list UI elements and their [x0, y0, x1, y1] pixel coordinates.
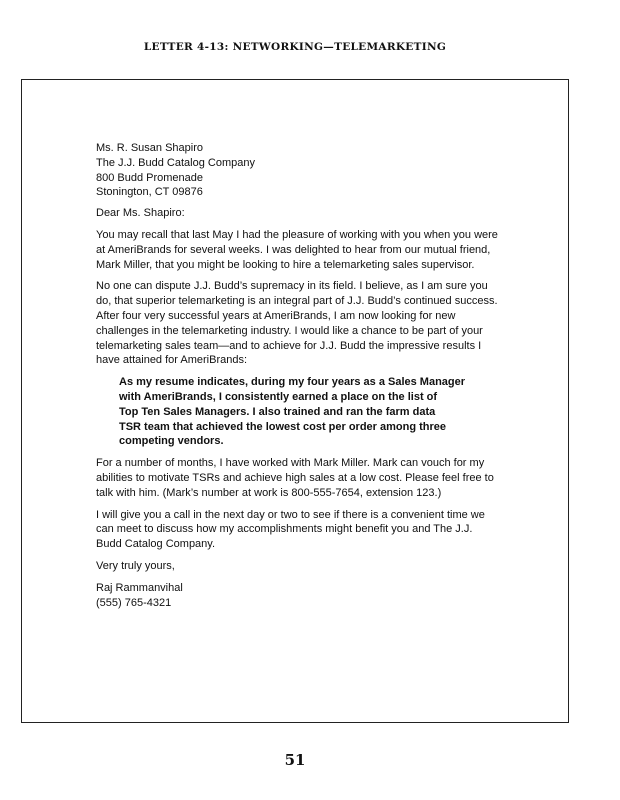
recipient-city: Stonington, CT 09876 [96, 186, 203, 199]
page-header-title: LETTER 4-13: NETWORKING—TELEMARKETING [143, 41, 447, 53]
signature-name: Raj Rammanvihal [96, 581, 183, 594]
paragraph-followup: I will give you a call in the next day or two to see if there is a convenient time we can meet to discuss how my accomplishments might benefit you and The J.J. Budd Catalog Company. [96, 508, 485, 551]
closing: Very truly yours, [96, 559, 175, 572]
highlight-line: with AmeriBrands, I consistently earned a place on the list of [119, 390, 438, 403]
paragraph-reference: For a number of months, I have worked with Mark Miller. Mark can vouch for my abilities to motivate TSRs and achieve high sales at a low cost. Please feel free to talk with him. (Mark’s number at work is 800-555-7654, extension 123.) [96, 457, 494, 499]
recipient-address [96, 141, 500, 200]
salutation: Dear Ms. Shapiro: [96, 207, 185, 220]
paragraph-pitch: No one can dispute J.J. Budd’s supremacy in its field. I believe, as I am sure you do, that superior telemarketing is an integral part of J.J. Budd’s continued success. After four very successful years at AmeriBrands, I am now looking for new challenges in the telemarketing industry. I would like a chance to be part of your telemarketing sales team—and to achieve for J.J. Budd the impressive results I have attained for AmeriBrands: [96, 280, 498, 367]
highlight-line: competing vendors. [119, 435, 224, 448]
highlight-line: As my resume indicates, during my four years as a Sales Manager [119, 376, 466, 389]
signature-phone: (555) 765-4321 [96, 596, 172, 609]
letter-body [96, 141, 500, 610]
recipient-name: Ms. R. Susan Shapiro [96, 142, 203, 154]
paragraph-intro: You may recall that last May I had the pleasure of working with you when you were at AmeriBrands for several weeks. I was delighted to hear from our mutual friend, Mark Miller, that you might be looking to hire a telemarketing sales supervisor. [96, 228, 498, 271]
highlight-line: TSR team that achieved the lowest cost per order among three [119, 420, 447, 433]
highlight-line: Top Ten Sales Managers. I also trained and ran the farm data [119, 405, 436, 418]
recipient-street: 800 Budd Promenade [96, 171, 204, 184]
achievement-highlight [119, 375, 500, 449]
recipient-company: The J.J. Budd Catalog Company [96, 156, 255, 169]
page-number: 51 [284, 751, 306, 769]
